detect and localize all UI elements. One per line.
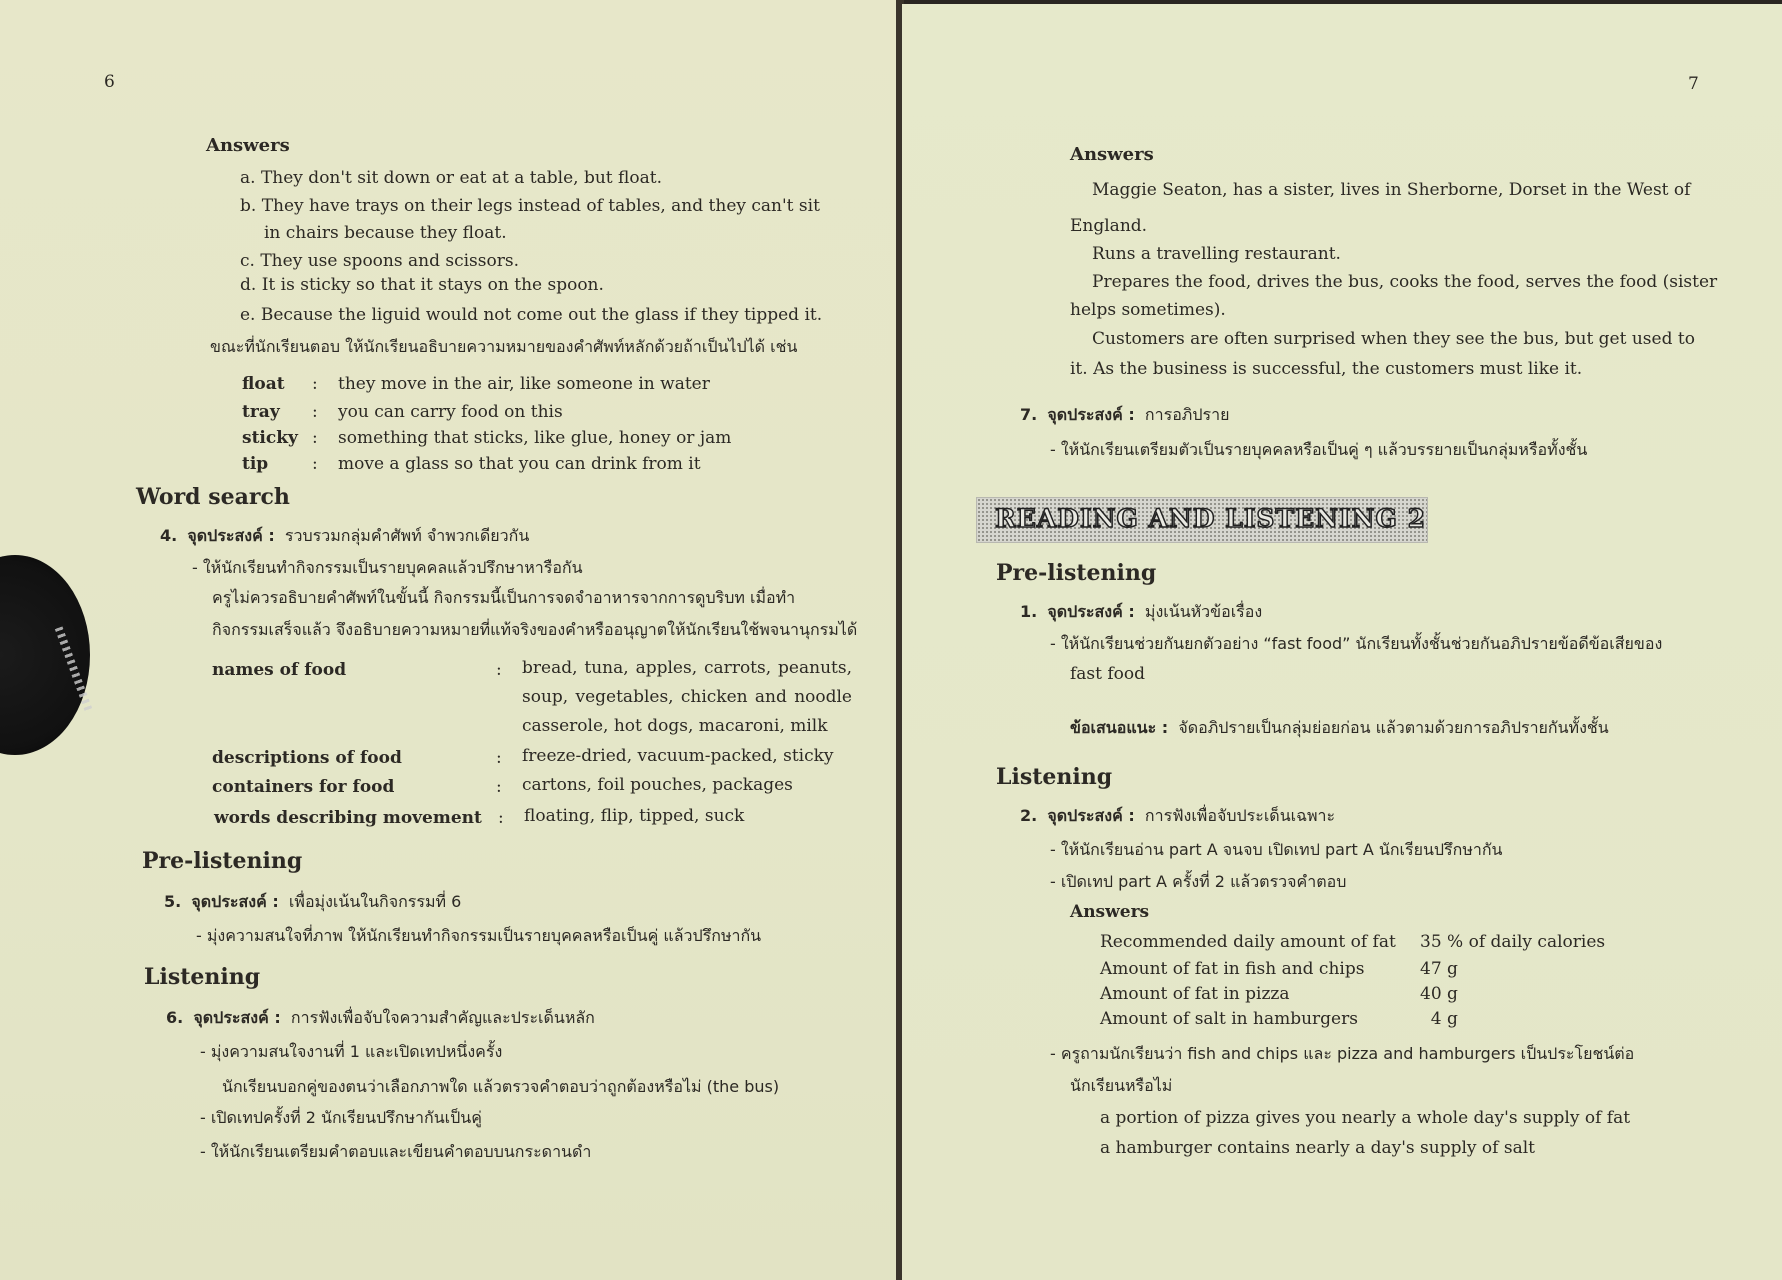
word-search-instruction: - ให้นักเรียนทำกิจกรรมเป็นรายบุคคลแล้วปรึกษาหารือกัน [192,558,583,577]
answers-heading: Answers [1070,144,1154,165]
answer-line: Customers are often surprised when they see the bus, but get used to [1092,329,1695,349]
page-number-left: 6 [104,72,115,92]
listening-objective: 6. จุดประสงค์ : การฟังเพื่อจับใจความสำคัญและประเด็นหลัก [166,1008,595,1027]
answers-heading: Answers [1070,902,1150,922]
pre-listening-objective: 1. จุดประสงค์ : มุ่งเน้นหัวข้อเรื่อง [1020,602,1263,621]
section-banner [976,497,1428,543]
answer-line: England. [1070,216,1148,236]
word-search-objective: 4. จุดประสงค์ : รวบรวมกลุ่มคำศัพท์ จำพวกเดียวกัน [160,526,530,545]
item7-objective: 7. จุดประสงค์ : การอภิปราย [1020,405,1230,424]
answer-item: e. Because the liguid would not come out the glass if they tipped it. [240,305,823,325]
right-page: 7 Answers Maggie Seaton, has a sister, lives in Sherborne, Dorset in the West of England. Runs a travelling restaurant. Prepares the food, drives the bus, cooks the food, serves the food (sister helps sometimes). Customers are often surprised when they see the bus, but get used to it. As the business is successful, the customers must like it. 7. จุดประสงค์ : การอภิปราย - ให้นักเรียนเตรียมตัวเป็นรายบุคคลหรือเป็นคู่ ๆ แล้วบรรยายเป็นกลุ่มหรือทั้งชั้น READING AND LISTENING 2 Pre-listening 1. จุดประสงค์ : มุ่งเน้นหัวข้อเรื่อง - ให้นักเรียนช่วยกันยกตัวอย่าง “fast food” นักเรียนทั้งชั้นช่วยกันอภิปรายข้อดีข้อเสียของ fast food ข้อเสนอแนะ : จัดอภิปรายเป็นกลุ่มย่อยก่อน แล้วตามด้วยการอภิปรายกันทั้งชั้น Listening 2. จุดประสงค์ : การฟังเพื่อจับประเด็นเฉพาะ - ให้นักเรียนอ่าน part A จนจบ เปิดเทป part A นักเรียนปรึกษากัน - เปิดเทป part A ครั้งที่ 2 แล้วตรวจคำตอบ Answers Recommended daily amount of fat 35 % of daily calories Amount of fat in fish and chips 47 g Amount of fat in pizza 40 g Amount of salt in hamburgers 4 g - ครูถามนักเรียนว่า fish and chips และ pizza and hamburgers เป็นประโยชน์ต่อ นักเรียนหรือไม่ a portion of pizza gives you nearly a whole day's supply of fat a hamburger contains nearly a day's supply of salt [902,4,1782,1280]
answers-note: ขณะที่นักเรียนตอบ ให้นักเรียนอธิบายความหมายของคำศัพท์หลักด้วยถ้าเป็นไปได้ เช่น [210,337,798,356]
answer-item: a. They don't sit down or eat at a table, but float. [240,168,662,188]
category-row: names of food : bread, tuna, apples, carrots, peanuts, soup, vegetables, chicken and noodle casserole, hot dogs, macaroni, milk [212,658,852,736]
listening-instruction: - เปิดเทป part A ครั้งที่ 2 แล้วตรวจคำตอบ [1050,872,1347,891]
pre-listening-heading: Pre-listening [996,560,1157,586]
answer-item-continued: in chairs because they float. [264,223,507,243]
item7-instruction: - ให้นักเรียนเตรียมตัวเป็นรายบุคคลหรือเป็นคู่ ๆ แล้วบรรยายเป็นกลุ่มหรือทั้งชั้น [1050,440,1588,459]
answers-heading: Answers [206,135,290,156]
category-row: descriptions of food : freeze-dried, vacuum-packed, sticky [212,746,834,768]
answer-item: b. They have trays on their legs instead of tables, and they can't sit [240,196,820,216]
listening-heading: Listening [144,964,261,990]
binder-clip [0,555,90,755]
listening-instruction: - เปิดเทปครั้งที่ 2 นักเรียนปรึกษากันเป็นคู่ [200,1108,482,1127]
listening-instruction: - มุ่งความสนใจงานที่ 1 และเปิดเทปหนึ่งครั้ง [200,1042,503,1061]
fact-line: a portion of pizza gives you nearly a whole day's supply of fat [1100,1108,1631,1128]
answer-line: Maggie Seaton, has a sister, lives in Sherborne, Dorset in the West of [1092,180,1691,200]
word-search-instruction: ครูไม่ควรอธิบายคำศัพท์ในขั้นนี้ กิจกรรมนี้เป็นการจดจำอาหารจากการดูบริบท เมื่อทำ [212,588,796,607]
pre-listening-instruction: - ให้นักเรียนช่วยกันยกตัวอย่าง “fast food” นักเรียนทั้งชั้นช่วยกันอภิปรายข้อดีข้อเสียของ [1050,634,1663,653]
answer-item: c. They use spoons and scissors. [240,251,519,271]
listening-heading: Listening [996,764,1113,790]
page-number-right: 7 [1688,74,1699,94]
answer-line: it. As the business is successful, the customers must like it. [1070,359,1583,379]
pre-listening-instruction: - มุ่งความสนใจที่ภาพ ให้นักเรียนทำกิจกรรมเป็นรายบุคคลหรือเป็นคู่ แล้วปรึกษากัน [196,926,762,945]
listening-instruction: - ให้นักเรียนอ่าน part A จนจบ เปิดเทป part A นักเรียนปรึกษากัน [1050,840,1503,859]
question-line: - ครูถามนักเรียนว่า fish and chips และ pizza and hamburgers เป็นประโยชน์ต่อ [1050,1044,1635,1063]
pre-listening-instruction-continued: fast food [1070,664,1146,684]
listening-instruction: - ให้นักเรียนเตรียมคำตอบและเขียนคำตอบบนกระดานดำ [200,1142,592,1161]
pre-listening-objective: 5. จุดประสงค์ : เพื่อมุ่งเน้นในกิจกรรมที่ 6 [164,892,462,911]
suggestion: ข้อเสนอแนะ : จัดอภิปรายเป็นกลุ่มย่อยก่อน แล้วตามด้วยการอภิปรายกันทั้งชั้น [1070,718,1609,737]
word-search-heading: Word search [136,484,290,510]
section-banner-title: READING AND LISTENING 2 [995,504,1426,533]
fact-line: a hamburger contains nearly a day's supply of salt [1100,1138,1535,1158]
answer-item: d. It is sticky so that it stays on the spoon. [240,275,604,295]
left-page: 6 Answers a. They don't sit down or eat at a table, but float. b. They have trays on their legs instead of tables, and they can't sit in chairs because they float. c. They use spoons and scissors. d. It is sticky so that it stays on the spoon. e. Because the liguid would not come out the glass if they tipped it. ขณะที่นักเรียนตอบ ให้นักเรียนอธิบายความหมายของคำศัพท์หลักด้วยถ้าเป็นไปได้ เช่น float : they move in the air, like someone in water tray : you can carry food on this sticky : something that sticks, like glue, honey or jam tip : move a glass so that you can drink from it Word search 4. จุดประสงค์ : รวบรวมกลุ่มคำศัพท์ จำพวกเดียวกัน - ให้นักเรียนทำกิจกรรมเป็นรายบุคคลแล้วปรึกษาหารือกัน ครูไม่ควรอธิบายคำศัพท์ในขั้นนี้ กิจกรรมนี้เป็นการจดจำอาหารจากการดูบริบท เมื่อทำ กิจกรรมเสร็จแล้ว จึงอธิบายความหมายที่แท้จริงของคำหรืออนุญาตให้นักเรียนใช้พจนานุกรมได้ names of food : bread, tuna, apples, carrots, peanuts, soup, vegetables, chicken and noodle casserole, hot dogs, macaroni, milk descriptions of food : freeze-dried, vacuum-packed, sticky containers for food : cartons, foil pouches, packages words describing movement : floating, flip, tipped, suck Pre-listening 5. จุดประสงค์ : เพื่อมุ่งเน้นในกิจกรรมที่ 6 - มุ่งความสนใจที่ภาพ ให้นักเรียนทำกิจกรรมเป็นรายบุคคลหรือเป็นคู่ แล้วปรึกษากัน Listening 6. จุดประสงค์ : การฟังเพื่อจับใจความสำคัญและประเด็นหลัก - มุ่งความสนใจงานที่ 1 และเปิดเทปหนึ่งครั้ง นักเรียนบอกคู่ของตนว่าเลือกภาพใด แล้วตรวจคำตอบว่าถูกต้องหรือไม่ (the bus) - เปิดเทปครั้งที่ 2 นักเรียนปรึกษากันเป็นคู่ - ให้นักเรียนเตรียมคำตอบและเขียนคำตอบบนกระดานดำ [0,0,898,1280]
pre-listening-heading: Pre-listening [142,848,303,874]
word-search-instruction: กิจกรรมเสร็จแล้ว จึงอธิบายความหมายที่แท้จริงของคำหรืออนุญาตให้นักเรียนใช้พจนานุกรมได้ [212,620,858,639]
category-row: containers for food : cartons, foil pouches, packages [212,775,793,797]
answer-line: Prepares the food, drives the bus, cooks the food, serves the food (sister [1092,272,1718,292]
category-row: words describing movement : floating, flip, tipped, suck [214,806,745,828]
question-line-continued: นักเรียนหรือไม่ [1070,1076,1173,1095]
answer-line: helps sometimes). [1070,300,1226,320]
listening-instruction: นักเรียนบอกคู่ของตนว่าเลือกภาพใด แล้วตรวจคำตอบว่าถูกต้องหรือไม่ (the bus) [222,1077,780,1096]
answer-line: Runs a travelling restaurant. [1092,244,1341,264]
listening-objective: 2. จุดประสงค์ : การฟังเพื่อจับประเด็นเฉพาะ [1020,806,1336,825]
